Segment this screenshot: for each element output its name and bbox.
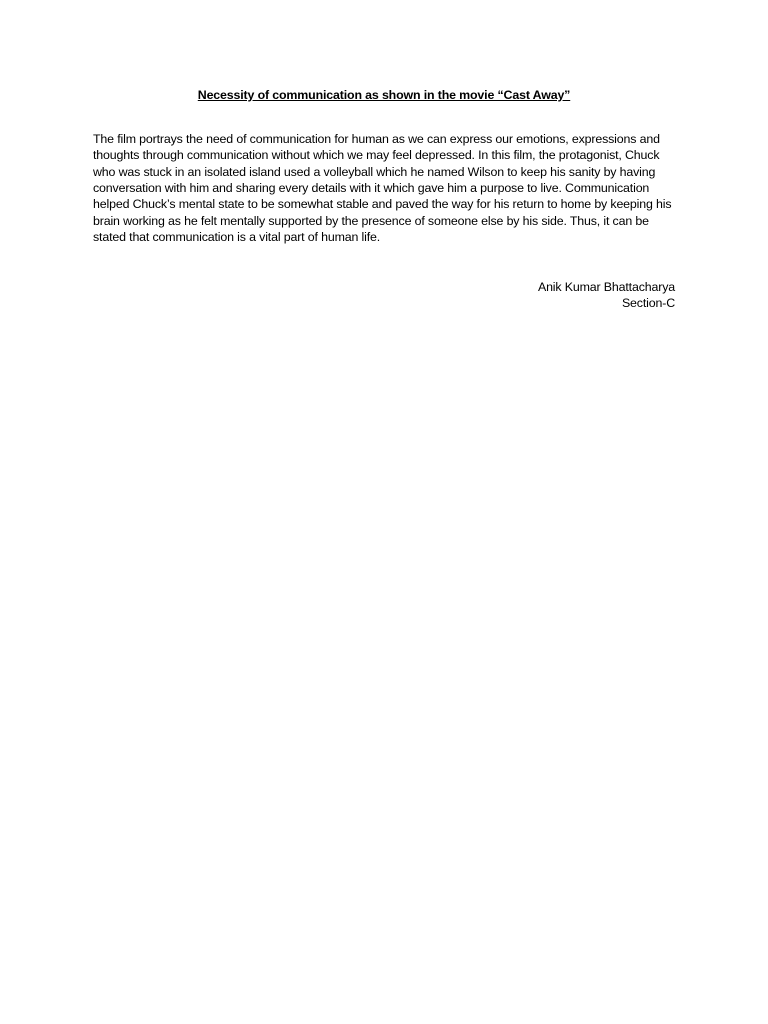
section-label: Section-C (621, 296, 675, 311)
document-title: Necessity of communication as shown in the movie “Cast Away” (197, 88, 571, 102)
signature-block (93, 279, 675, 312)
author-name: Anik Kumar Bhattacharya (537, 280, 675, 294)
body-paragraph: The film portrays the need of communication for human as we can express our emotions, expressions and thoughts through communication without which we may feel depressed. In this film, the protagonist, Chuck who was stuck in an isolated island used a volleyball which he named Wilson to keep his sanity by having conversation with him and sharing every details with it which gave him a purpose to live. Communication helped Chuck’s mental state to be somewhat stable and paved the way for his return to home by keeping his brain working as he felt mentally supported by the presence of someone else by his side. Thus, it can be stated that communication is a vital part of human life. (93, 132, 672, 245)
